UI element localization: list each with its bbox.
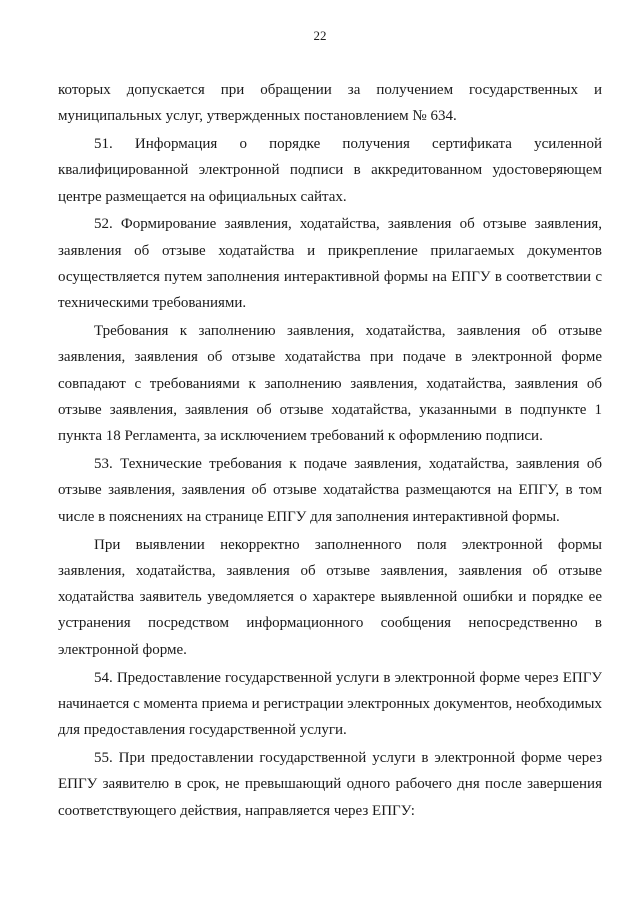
document-body [58,77,602,825]
paragraph-53: 53. Технические требования к подаче заявления, ходатайства, заявления об отзыве заявления, заявления об отзыве ходатайства размещаются на ЕПГУ, в том числе в пояснениях на странице ЕПГУ для заполнения интерактивной формы. [58,456,602,525]
paragraph-51: 51. Информация о порядке получения сертификата усиленной квалифицированной электронной подписи в аккредитованном удостоверяющем центре размещается на официальных сайтах. [58,136,602,205]
paragraph-continuation: которых допускается при обращении за получением государственных и муниципальных услуг, утвержденных постановлением № 634. [58,82,602,125]
paragraph-54: 54. Предоставление государственной услуги в электронной форме через ЕПГУ начинается с момента приема и регистрации электронных документов, необходимых для предоставления государственной услуги. [58,669,602,739]
paragraph-52-requirements: Требования к заполнению заявления, ходатайства, заявления об отзыве заявления, заявления об отзыве ходатайства при подаче в электронной форме совпадают с требованиями к заполнению заявления, ходатайства, заявления об отзыве заявления, заявления об отзыве ходатайства, указанными в подпункте 1 пункта 18 Регламента, за исключением требований к оформлению подписи. [58,323,602,445]
page-number: 22 [313,28,327,43]
paragraph-55: 55. При предоставлении государственной услуги в электронной форме через ЕПГУ заявителю в срок, не превышающий одного рабочего дня после завершения соответствующего действия, направляется через ЕПГУ: [58,749,602,819]
paragraph-53-errors: При выявлении некорректно заполненного поля электронной формы заявления, ходатайства, заявления об отзыве заявления, заявления об отзыве ходатайства заявитель уведомляется о характере выявленной ошибки и порядке ее устранения посредством информационного сообщения непосредственно в электронной форме. [58,536,602,658]
paragraph-52: 52. Формирование заявления, ходатайства, заявления об отзыве заявления, заявления об отзыве ходатайства и прикрепление прилагаемых документов осуществляется путем заполнения интерактивной формы на ЕПГУ в соответствии с техническими требованиями. [58,216,602,312]
